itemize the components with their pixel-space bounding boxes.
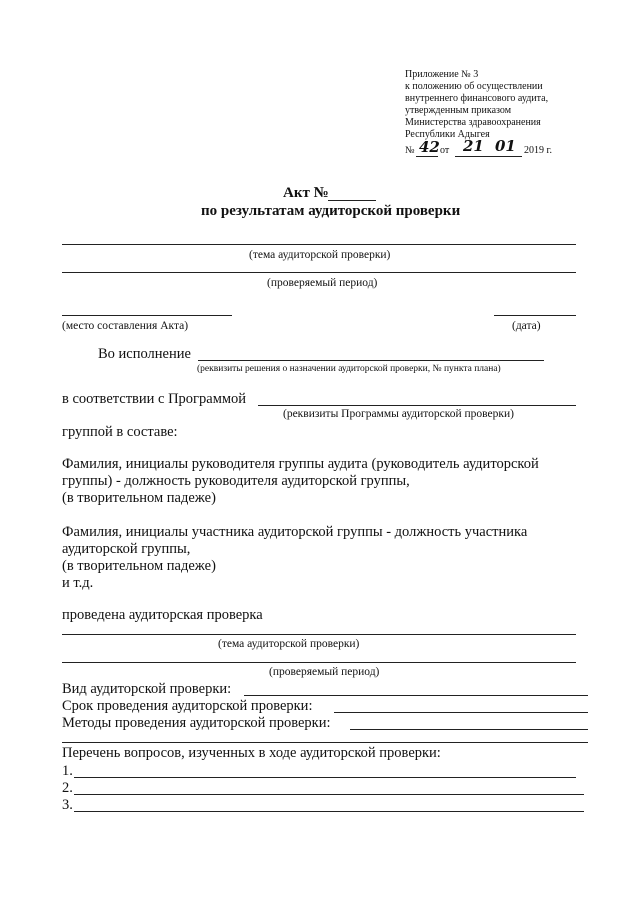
date-hint: (дата) xyxy=(512,320,541,332)
audit-topic-field[interactable] xyxy=(62,634,576,635)
leader-line-2: группы) - должность руководителя аудиторской группы, xyxy=(62,473,410,489)
execution-field[interactable] xyxy=(198,360,544,361)
group-label: группой в составе: xyxy=(62,424,178,440)
date-field[interactable] xyxy=(494,315,576,316)
appendix-line-4: утвержденным приказом xyxy=(405,105,512,116)
leader-line-3: (в творительном падеже) xyxy=(62,490,216,506)
audit-methods-field-2[interactable] xyxy=(62,742,588,743)
member-line-1: Фамилия, инициалы участника аудиторской группы - должность участника xyxy=(62,524,528,540)
audit-type-field[interactable] xyxy=(244,695,588,696)
member-line-3: (в творительном падеже) xyxy=(62,558,216,574)
appendix-line-5: Министерства здравоохранения xyxy=(405,117,541,128)
place-hint: (место составления Акта) xyxy=(62,320,189,332)
order-date-label: от xyxy=(440,145,450,156)
question-item-2-label: 2. xyxy=(62,780,73,796)
question-item-3-field[interactable] xyxy=(74,811,584,812)
program-field[interactable] xyxy=(258,405,576,406)
topic-hint: (тема аудиторской проверки) xyxy=(249,249,391,261)
order-number-underline xyxy=(416,156,438,157)
order-day-value: 21 xyxy=(463,137,484,155)
period-field[interactable] xyxy=(62,272,576,273)
place-field[interactable] xyxy=(62,315,232,316)
members-etc: и т.д. xyxy=(62,575,94,591)
audit-methods-field[interactable] xyxy=(350,729,588,730)
appendix-line-6: Республики Адыгея xyxy=(405,129,490,140)
execution-label: Во исполнение xyxy=(98,346,191,362)
topic-field[interactable] xyxy=(62,244,576,245)
act-number-field[interactable] xyxy=(328,200,376,201)
order-number-value: 42 xyxy=(419,138,440,156)
audit-period-hint: (проверяемый период) xyxy=(269,666,380,678)
order-year: 2019 г. xyxy=(524,145,552,156)
question-item-2-field[interactable] xyxy=(74,794,584,795)
question-item-3-label: 3. xyxy=(62,797,73,813)
audit-type-label: Вид аудиторской проверки: xyxy=(62,681,232,697)
audit-term-field[interactable] xyxy=(334,712,588,713)
leader-line-1: Фамилия, инициалы руководителя группы аудита (руководитель аудиторской xyxy=(62,456,539,472)
questions-label: Перечень вопросов, изученных в ходе аудиторской проверки: xyxy=(62,745,441,761)
order-month-value: 01 xyxy=(495,137,516,155)
order-date-underline xyxy=(455,156,522,157)
question-item-1-field[interactable] xyxy=(74,777,576,778)
execution-hint: (реквизиты решения о назначении аудиторской проверки, № пункта плана) xyxy=(197,364,501,374)
audit-term-label: Срок проведения аудиторской проверки: xyxy=(62,698,313,714)
appendix-line-1: Приложение № 3 xyxy=(405,69,479,80)
program-hint: (реквизиты Программы аудиторской проверки) xyxy=(283,408,514,420)
act-title: Акт № xyxy=(283,185,329,201)
audit-methods-label: Методы проведения аудиторской проверки: xyxy=(62,715,331,731)
period-hint: (проверяемый период) xyxy=(267,277,378,289)
question-item-1-label: 1. xyxy=(62,763,73,779)
member-line-2: аудиторской группы, xyxy=(62,541,191,557)
appendix-line-2: к положению об осуществлении xyxy=(405,81,543,92)
order-number-label: № xyxy=(405,145,415,156)
act-subtitle: по результатам аудиторской проверки xyxy=(201,203,461,219)
appendix-line-3: внутреннего финансового аудита, xyxy=(405,93,549,104)
conducted-label: проведена аудиторская проверка xyxy=(62,607,263,623)
audit-topic-hint: (тема аудиторской проверки) xyxy=(218,638,360,650)
audit-period-field[interactable] xyxy=(62,662,576,663)
program-label: в соответствии с Программой xyxy=(62,391,247,407)
